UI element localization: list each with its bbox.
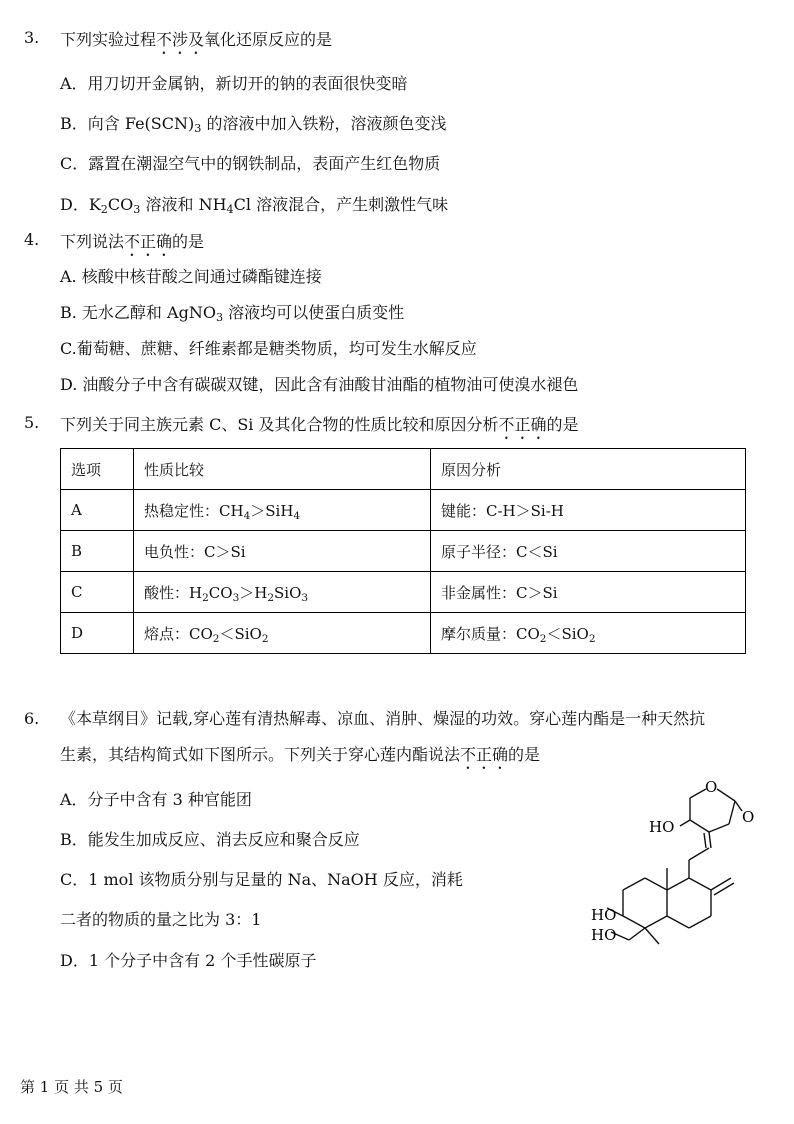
- q3-option-c: C．露置在潮湿空气中的钢铁制品，表面产生红色物质: [60, 154, 441, 173]
- q3-d-1: D．K: [60, 195, 101, 214]
- cell-text: 酸性：H: [144, 583, 203, 602]
- table-header-cell: 性质比较: [134, 449, 431, 490]
- q6-option-a: A．分子中含有 3 种官能团: [60, 790, 252, 809]
- q4-stem-post: 的是: [172, 232, 205, 251]
- cell-sub: 3: [232, 591, 240, 604]
- cell-sub: 2: [261, 632, 269, 645]
- q6-option-c: C．1 mol 该物质分别与足量的 Na、NaOH 反应，消耗: [60, 870, 463, 889]
- q4-option-b-post: 溶液均可以使蛋白质变性: [223, 303, 405, 322]
- q4-option-b-sub: 3: [215, 311, 224, 324]
- q3-stem-pre: 下列实验过程: [60, 30, 157, 49]
- cell-text: SiO: [274, 583, 302, 602]
- table-header-row: [61, 449, 746, 490]
- q3-d-2: 2: [100, 203, 108, 216]
- q5-number: 5.: [24, 413, 40, 432]
- q3-d-4: 3: [133, 203, 141, 216]
- q3-option-b: [60, 114, 447, 135]
- cell-sub: 3: [301, 591, 309, 604]
- table-cell-option: C: [61, 572, 134, 613]
- cell-text: ＞H: [239, 583, 268, 602]
- q3-option-b-sub: 3: [194, 122, 202, 135]
- table-cell-reason: 非金属性：C＞Si: [431, 572, 746, 613]
- cell-text: ＜SiO: [219, 624, 262, 643]
- q5-stem-pre: 下列关于同主族元素 C、Si 及其化合物的性质比较和原因分析: [60, 415, 499, 434]
- q5-stem-post: 的是: [546, 415, 579, 434]
- q3-stem: [60, 30, 332, 58]
- q4-option-c: C.葡萄糖、蔗糖、纤维素都是糖类物质，均可发生水解反应: [60, 339, 477, 358]
- table-cell-property: 电负性：C＞Si: [134, 531, 431, 572]
- cell-text: 熔点：CO: [144, 624, 213, 643]
- table-row: [61, 531, 746, 572]
- cell-sub: 2: [588, 632, 596, 645]
- q4-option-d: D. 油酸分子中含有碳碳双键，因此含有油酸甘油酯的植物油可使溴水褪色: [60, 375, 579, 394]
- table-cell-property: [134, 613, 431, 654]
- cell-sub: 2: [202, 591, 209, 604]
- table-cell-reason: 键能：C-H＞Si-H: [431, 490, 746, 531]
- q4-stem-emphasis: 不正确: [124, 232, 173, 251]
- ring-oxygen-label: O: [705, 778, 718, 796]
- q6-stem-line2: [60, 745, 540, 773]
- cell-sub: 2: [212, 632, 220, 645]
- q6-stem-emphasis: 不正确: [460, 745, 509, 764]
- table-cell-reason: 原子半径：C＜Si: [431, 531, 746, 572]
- table-row: [61, 613, 746, 654]
- q4-number: 4.: [24, 230, 40, 249]
- q6-stem-line1: 《本草纲目》记载,穿心莲有清热解毒、凉血、消肿、燥湿的功效。穿心莲内酯是一种天然抗: [60, 709, 706, 728]
- q4-option-b: [60, 303, 405, 324]
- q6-option-b: B．能发生加成反应、消去反应和聚合反应: [60, 830, 360, 849]
- q6-line2-post: 的是: [508, 745, 541, 764]
- q4-stem: [60, 232, 204, 260]
- hydroxyl-label: HO: [591, 926, 617, 944]
- q3-d-6: 4: [226, 203, 234, 216]
- table-cell-option: D: [61, 613, 134, 654]
- carbonyl-oxygen-label: O: [742, 808, 755, 826]
- table-cell-property: [134, 572, 431, 613]
- cell-sub: 4: [293, 509, 301, 522]
- cell-sub: 4: [243, 509, 251, 522]
- cell-text: 摩尔质量：CO: [441, 624, 540, 643]
- hydroxyl-label: HO: [591, 906, 617, 924]
- q3-option-b-post: 的溶液中加入铁粉，溶液颜色变浅: [201, 114, 447, 133]
- hydroxyl-label: HO: [649, 818, 675, 836]
- q5-stem: [60, 415, 579, 443]
- q3-option-b-pre: B．向含 Fe(SCN): [60, 114, 195, 133]
- q4-option-a: A. 核酸中核苷酸之间通过磷酯键连接: [60, 267, 322, 286]
- q6-option-c-cont: 二者的物质的量之比为 3：1: [60, 910, 262, 929]
- q3-d-5: 溶液和 NH: [140, 195, 227, 214]
- q3-d-7: Cl 溶液混合，产生刺激性气味: [233, 195, 449, 214]
- q3-number: 3.: [24, 28, 40, 47]
- cell-text: ＞SiH: [250, 501, 294, 520]
- q4-stem-pre: 下列说法: [60, 232, 125, 251]
- q5-stem-emphasis: 不正确: [498, 415, 547, 434]
- q3-d-3: CO: [107, 195, 134, 214]
- q6-option-d: D．1 个分子中含有 2 个手性碳原子: [60, 951, 317, 970]
- cell-text: CO: [208, 583, 233, 602]
- cell-sub: 2: [267, 591, 275, 604]
- cell-text: ＜SiO: [546, 624, 589, 643]
- q4-option-b-pre: B. 无水乙醇和 AgNO: [60, 303, 216, 322]
- q3-stem-post: 氧化还原反应的是: [204, 30, 333, 49]
- cell-sub: 2: [539, 632, 547, 645]
- q3-option-a: A．用刀切开金属钠，新切开的钠的表面很快变暗: [60, 74, 408, 93]
- molecule-structure: [585, 770, 775, 960]
- q3-stem-emphasis: 不涉及: [156, 30, 205, 49]
- q3-option-d: [60, 195, 449, 216]
- cell-text: 热稳定性：CH: [144, 501, 244, 520]
- table-row: [61, 490, 746, 531]
- table-header-cell: 原因分析: [431, 449, 746, 490]
- table-cell-option: B: [61, 531, 134, 572]
- table-cell-reason: [431, 613, 746, 654]
- q6-line2-pre: 生素，其结构简式如下图所示。下列关于穿心莲内酯说法: [60, 745, 461, 764]
- table-cell-option: A: [61, 490, 134, 531]
- table-cell-property: [134, 490, 431, 531]
- page-footer: 第 1 页 共 5 页: [20, 1078, 123, 1096]
- table-row: [61, 572, 746, 613]
- table-header-cell: 选项: [61, 449, 134, 490]
- q6-number: 6.: [24, 709, 40, 728]
- comparison-table: [60, 448, 746, 654]
